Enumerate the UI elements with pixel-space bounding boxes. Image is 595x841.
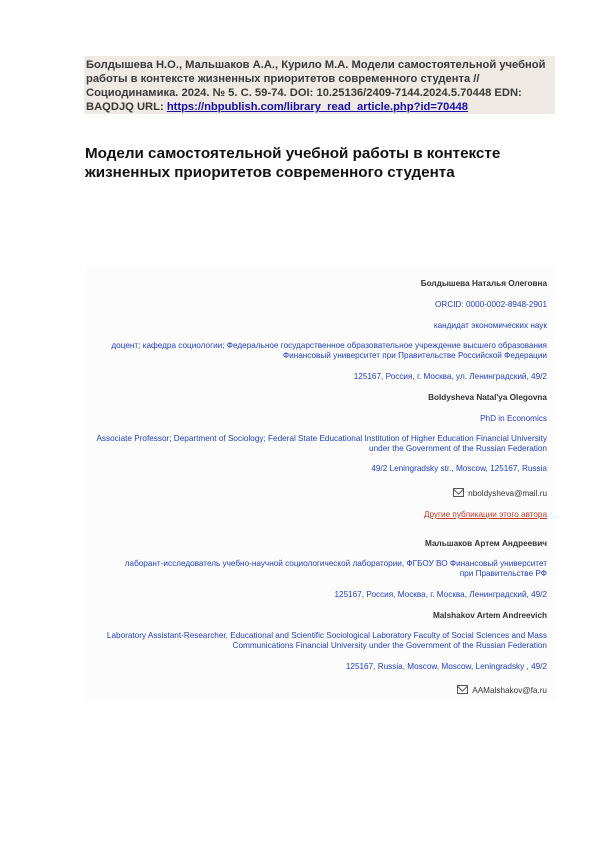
citation-text: Болдышева Н.О., Мальшаков А.А., Курило М.А. Модели самостоятельной учебной работы в контексте жизненных приоритетов современного студента // Социодинамика. 2024. № 5. С. 59-74. DOI: 10.25136/2409-7144.2024.5.70448 EDN: BAQDJQ URL: bbox=[86, 59, 546, 113]
author-1-address-en: 49/2 Leningradsky str., Moscow, 125167, Russia bbox=[371, 464, 547, 473]
author-1-name-en: Boldysheva Natal'ya Olegovna bbox=[428, 393, 547, 402]
author-1-degree-ru: кандидат экономических наук bbox=[433, 321, 547, 330]
envelope-icon bbox=[453, 488, 464, 497]
author-1-position-en: Associate Professor; Department of Sociology; Federal State Educational Institution of Higher Education Financial University under the Government of the Russian Federation bbox=[96, 434, 547, 453]
citation-block bbox=[84, 56, 555, 114]
author-1-email-row[interactable] bbox=[453, 488, 547, 499]
author-2-position-en: Laboratory Assistant-Researcher, Educational and Scientific Sociological Laboratory Faculty of Social Sciences and Mass Communications Financial University under the Government of the Russian Federation bbox=[106, 631, 547, 650]
author-2-email[interactable]: AAMalshakov@fa.ru bbox=[472, 686, 547, 695]
author-1-other-publications-link[interactable]: Другие публикации этого автора bbox=[423, 510, 547, 519]
author-2-name-ru: Мальшаков Артем Андреевич bbox=[425, 539, 547, 548]
author-1-address-ru: 125167, Россия, г. Москва, ул. Ленинградский, 49/2 bbox=[353, 372, 547, 381]
author-2-position-ru: лаборант-исследователь учебно-научной социологической лаборатории, ФГБОУ ВО Финансовый университет при Правительстве РФ bbox=[124, 559, 547, 578]
author-1-email[interactable]: nboldysheva@mail.ru bbox=[468, 489, 547, 498]
article-title: Модели самостоятельной учебной работы в контексте жизненных приоритетов современного студента bbox=[85, 145, 501, 181]
authors-panel bbox=[86, 265, 555, 702]
author-1-orcid[interactable]: ORCID: 0000-0002-8948-2901 bbox=[435, 300, 547, 309]
author-1-name-ru: Болдышева Наталья Олеговна bbox=[420, 279, 547, 288]
author-2-email-row[interactable] bbox=[457, 685, 547, 696]
author-2-address-ru: 125167, Россия, Москва, г. Москва, Ленинградский, 49/2 bbox=[334, 590, 547, 599]
author-1-degree-en: PhD in Economics bbox=[480, 414, 547, 423]
author-2-name-en: Malshakov Artem Andreevich bbox=[432, 611, 547, 620]
author-2-address-en: 125167, Russia, Moscow, Moscow, Leningradsky , 49/2 bbox=[345, 662, 547, 671]
envelope-icon bbox=[457, 685, 468, 694]
author-1-position-ru: доцент; кафедра социологии; Федеральное государственное образовательное учреждение высшего образования Финансовый университет при Правительстве Российской Федерации bbox=[111, 341, 547, 360]
citation-url-link[interactable]: https://nbpublish.com/library_read_article.php?id=70448 bbox=[166, 101, 469, 113]
